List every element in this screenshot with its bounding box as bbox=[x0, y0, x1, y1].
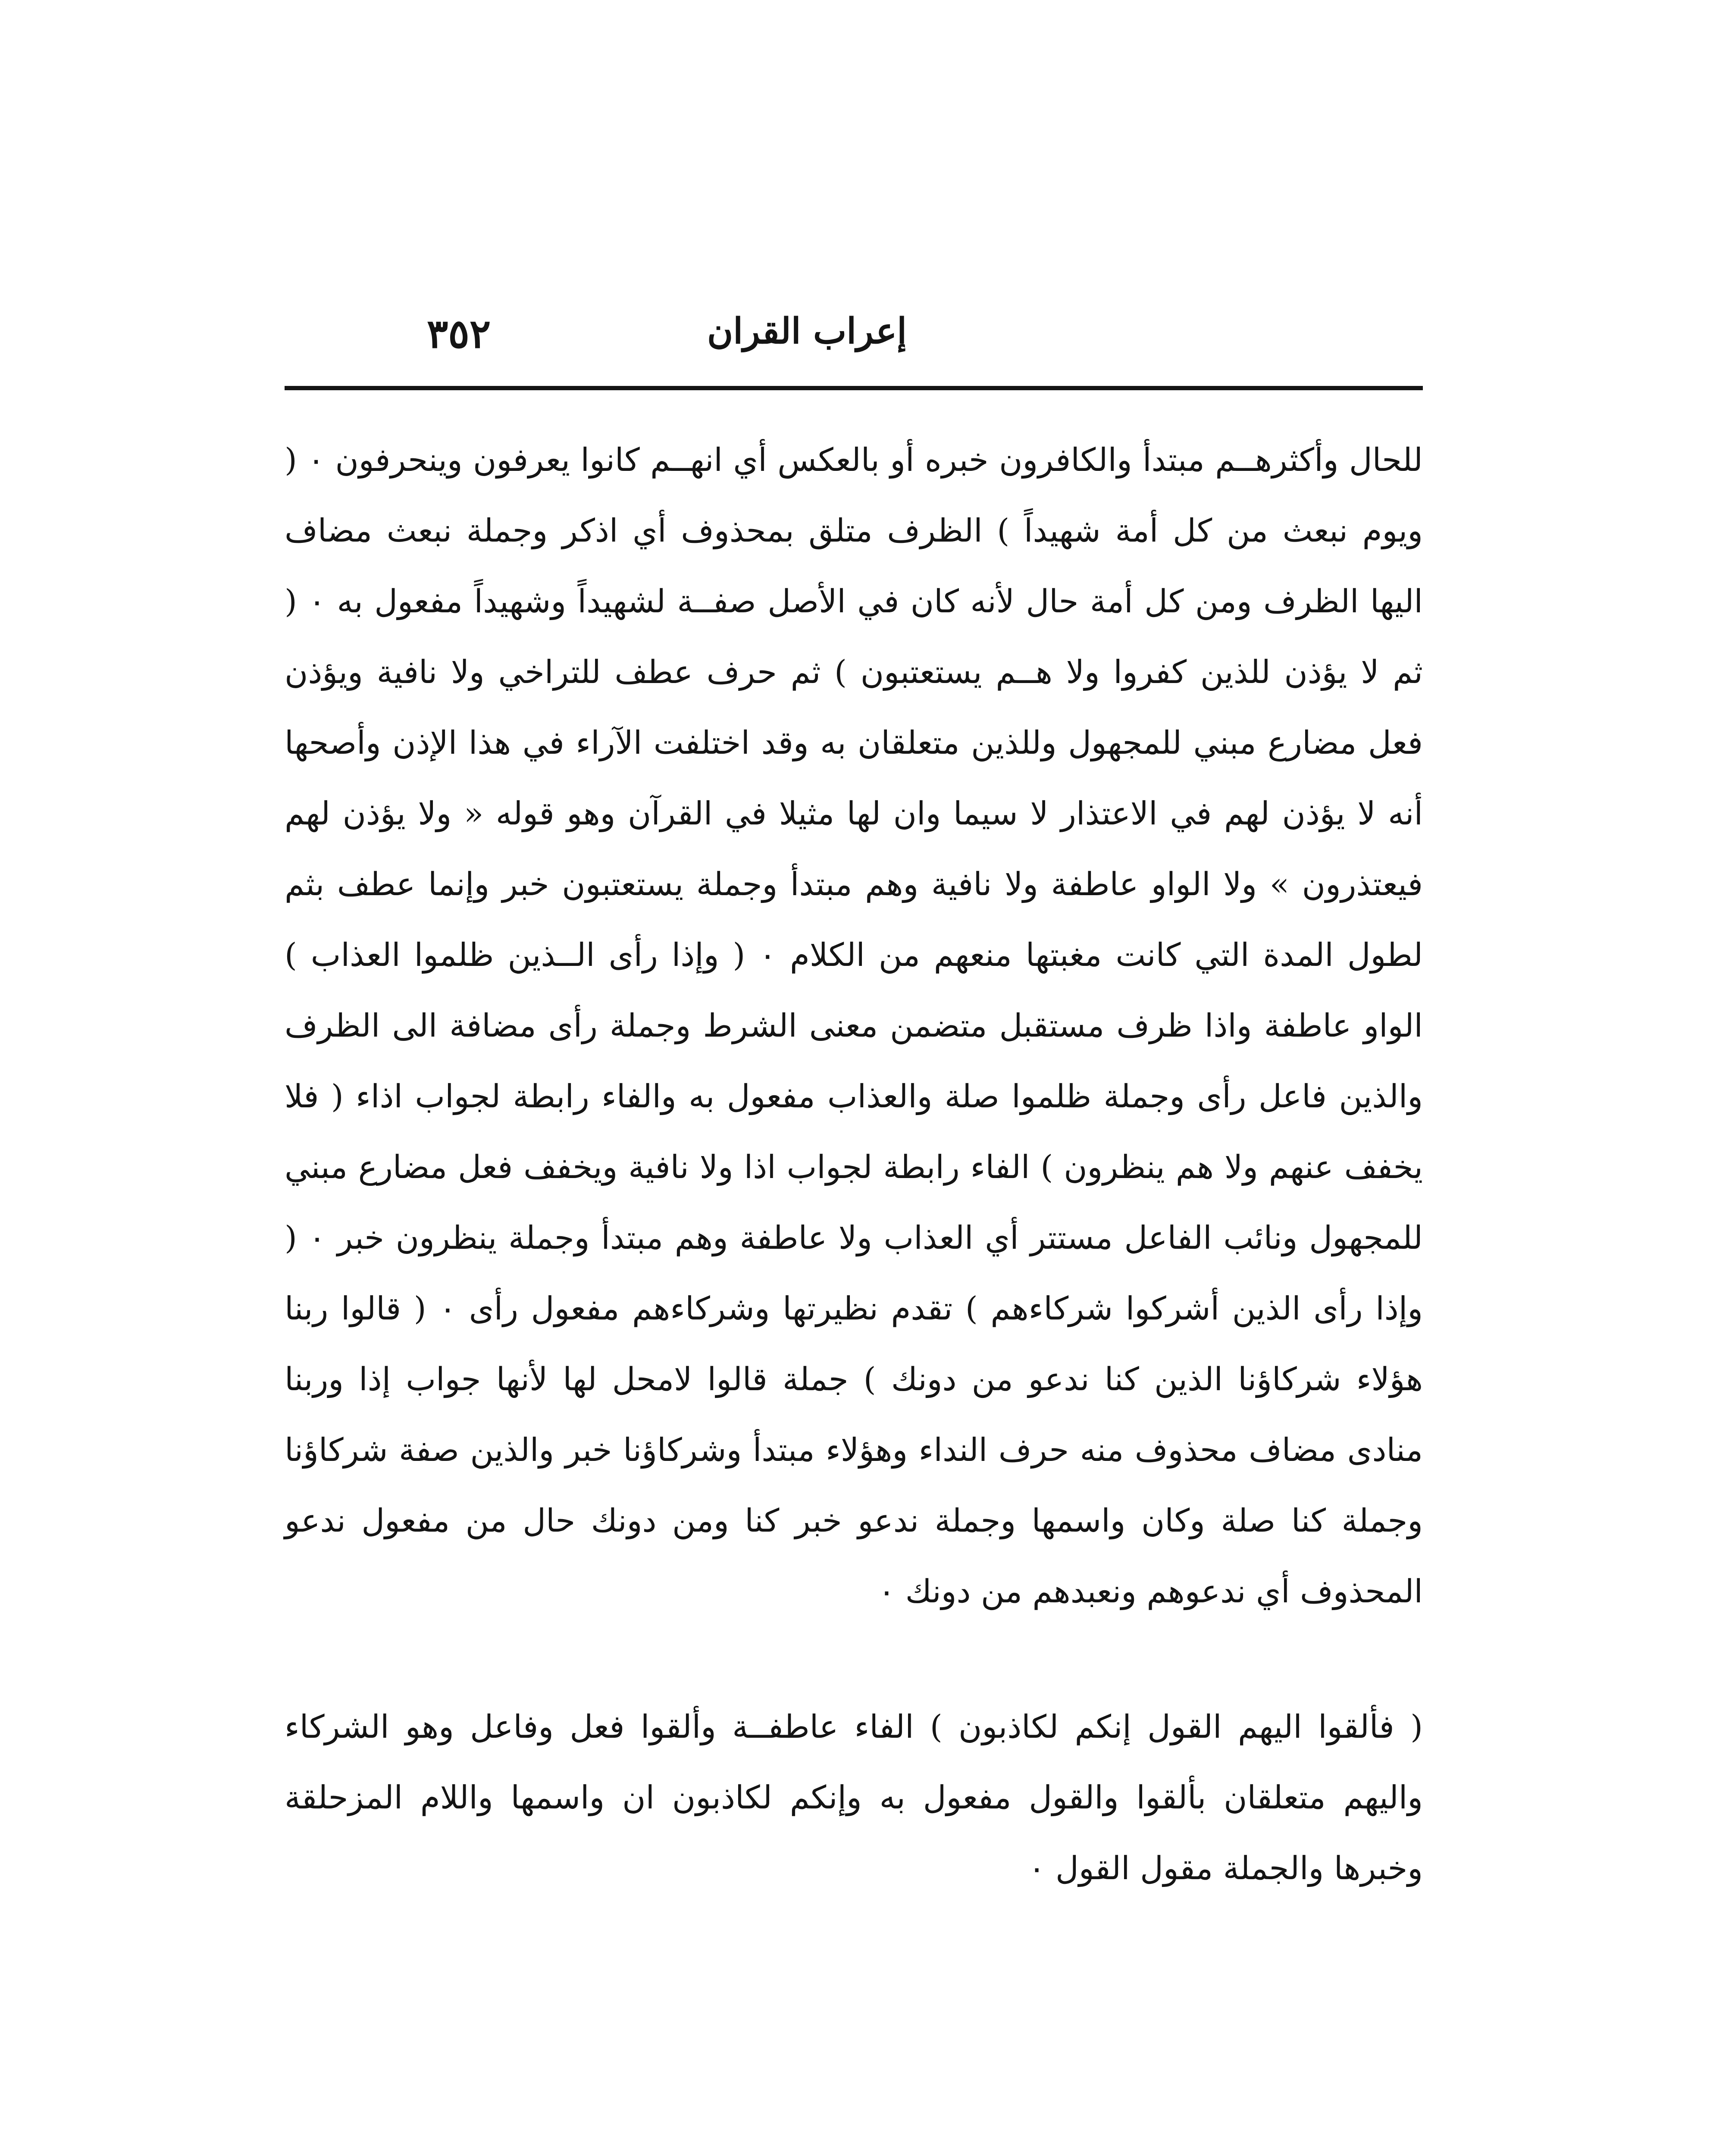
running-title: إعراب القران bbox=[707, 310, 907, 352]
page-header bbox=[285, 285, 1423, 371]
header-divider bbox=[285, 386, 1423, 390]
body-paragraph-2: ( فألقوا اليهم القول إنكم لكاذبون ) الفاء عاطفــة وألقوا فعل وفاعل وهو الشركاء واليهم متعلقان بألقوا والقول مفعول به وإنكم لكاذبون ان واسمها واللام المزحلقة وخبرها والجملة مقول القول ٠ bbox=[285, 1708, 1423, 1887]
page-body bbox=[285, 425, 1423, 1904]
page-number: ٣٥٢ bbox=[427, 310, 491, 357]
body-paragraph-1: للحال وأكثرهــم مبتدأ والكافرون خبره أو بالعكس أي انهــم كانوا يعرفون وينحرفون ٠ ( ويوم نبعث من كل أمة شهيداً ) الظرف متلق بمحذوف أي اذكر وجملة نبعث مضاف اليها الظرف ومن كل أمة حال لأنه كان في الأصل صفــة لشهيداً وشهيداً مفعول به ٠ ( ثم لا يؤذن للذين كفروا ولا هــم يستعتبون ) ثم حرف عطف للتراخي ولا نافية ويؤذن فعل مضارع مبني للمجهول وللذين متعلقان به وقد اختلفت الآراء في هذا الإذن وأصحها أنه لا يؤذن لهم في الاعتذار لا سيما وان لها مثيلا في القرآن وهو قوله « ولا يؤذن لهم فيعتذرون » ولا الواو عاطفة ولا نافية وهم مبتدأ وجملة يستعتبون خبر وإنما عطف بثم لطول المدة التي كانت مغبتها منعهم من الكلام ٠ ( وإذا رأى الــذين ظلموا العذاب ) الواو عاطفة واذا ظرف مستقبل متضمن معنى الشرط وجملة رأى مضافة الى الظرف والذين فاعل رأى وجملة ظلموا صلة والعذاب مفعول به والفاء رابطة لجواب اذاء ( فلا يخفف عنهم ولا هم ينظرون ) الفاء رابطة لجواب اذا ولا نافية ويخفف فعل مضارع مبني للمجهول ونائب الفاعل مستتر أي العذاب ولا عاطفة وهم مبتدأ وجملة ينظرون خبر ٠ ( وإذا رأى الذين أشركوا شركاءهم ) تقدم نظيرتها وشركاءهم مفعول رأى ٠ ( قالوا ربنا هؤلاء شركاؤنا الذين كنا ندعو من دونك ) جملة قالوا لامحل لها لأنها جواب إذا وربنا منادى مضاف محذوف منه حرف النداء وهؤلاء مبتدأ وشركاؤنا خبر والذين صفة شركاؤنا وجملة كنا صلة وكان واسمها وجملة ندعو خبر كنا ومن دونك حال من مفعول ندعو المحذوف أي ندعوهم ونعبدهم من دونك ٠ bbox=[285, 442, 1423, 1610]
